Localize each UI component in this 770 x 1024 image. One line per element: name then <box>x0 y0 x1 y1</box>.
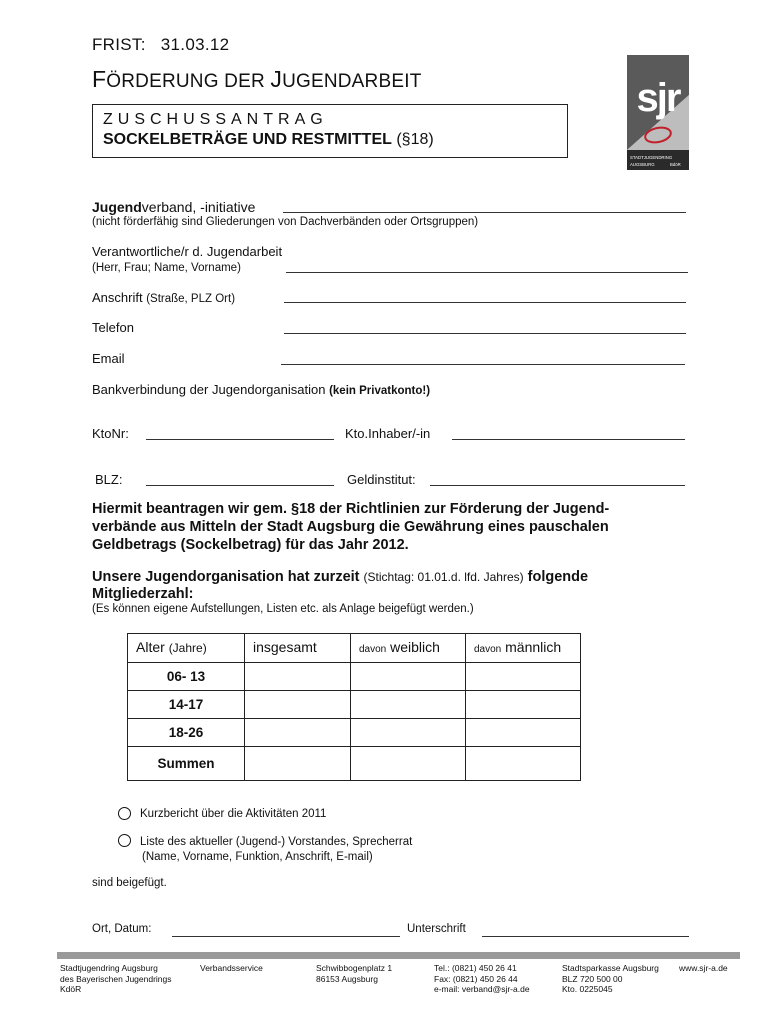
email-field[interactable] <box>281 364 685 365</box>
page-title <box>92 66 422 93</box>
verband-label <box>92 199 255 215</box>
verband-label-bold: Jugend <box>92 199 142 215</box>
vorstandsliste-note: (Name, Vorname, Funktion, Anschrift, E-mail) <box>142 851 373 863</box>
logo-subtext-2: AUGSBURG <box>630 162 655 167</box>
footer-bank-line: Stadtsparkasse Augsburg <box>562 963 659 973</box>
geldinstitut-label: Geldinstitut: <box>347 472 416 487</box>
anschrift-label-text: Anschrift <box>92 290 143 305</box>
mitglieder-note: (Es können eigene Aufstellungen, Listen etc. als Anlage beigefügt werden.) <box>92 603 474 615</box>
header-maennlich-text: männlich <box>505 639 562 655</box>
footer-org-line: Stadtjugendring Augsburg <box>60 963 158 973</box>
table-row <box>128 691 581 719</box>
input-cell-insgesamt[interactable] <box>245 663 351 691</box>
input-cell-insgesamt[interactable] <box>245 691 351 719</box>
footer-website[interactable] <box>679 963 728 974</box>
title-text-1: ÖRDERUNG DER <box>106 71 271 92</box>
checkbox-vorstandsliste[interactable] <box>118 834 131 847</box>
anschrift-field[interactable] <box>284 302 686 303</box>
table-row <box>128 663 581 691</box>
input-cell-maennlich[interactable] <box>466 719 581 747</box>
form-subject-bold: SOCKELBETRÄGE UND RESTMITTEL <box>103 131 392 148</box>
form-subject <box>103 131 434 149</box>
footer-email: e-mail: verband@sjr-a.de <box>434 984 530 994</box>
footer-bank <box>562 963 659 995</box>
age-cell: 18-26 <box>128 719 245 747</box>
input-cell-insgesamt[interactable] <box>245 719 351 747</box>
beigefuegt-text: sind beigefügt. <box>92 877 167 889</box>
footer-address-line: 86153 Augsburg <box>316 973 378 984</box>
verband-field[interactable] <box>283 212 686 213</box>
deadline-date: 31.03.12 <box>160 35 230 54</box>
input-cell-weiblich[interactable] <box>351 747 466 781</box>
antrag-line-3: Geldbetrags (Sockelbetrag) für das Jahr 2012. <box>92 537 409 553</box>
ktonr-label: KtoNr: <box>92 426 129 441</box>
verantwortlich-note: (Herr, Frau; Name, Vorname) <box>92 262 241 274</box>
blz-label: BLZ: <box>95 472 123 487</box>
footer-website-link[interactable]: www.sjr-a.de <box>679 963 728 973</box>
footer-address <box>316 963 392 984</box>
header-weiblich-text: weiblich <box>390 639 440 655</box>
header-alter <box>128 634 245 663</box>
mitglieder-heading <box>92 569 588 603</box>
table-header-row <box>128 634 581 663</box>
logo-text: sjr <box>636 76 680 120</box>
footer-org-line: des Bayerischen Jugendrings <box>60 973 172 984</box>
inhaber-label: Kto.Inhaber/-in <box>345 426 431 441</box>
footer-phone: Tel.: (0821) 450 26 41 <box>434 963 517 973</box>
antrag-line-1: Hiermit beantragen wir gem. §18 der Richtlinien zur Förderung der Jugend- <box>92 501 610 517</box>
anschrift-note: (Straße, PLZ Ort) <box>146 293 236 305</box>
logo-subtext-3: BdöR <box>670 162 681 167</box>
anschrift-label <box>92 290 235 305</box>
mitglieder-heading-bold-a: Unsere Jugendorganisation hat zurzeit <box>92 569 360 585</box>
form-title-box <box>92 104 568 158</box>
input-cell-weiblich[interactable] <box>351 691 466 719</box>
bank-note: (kein Privatkonto!) <box>329 385 431 397</box>
input-cell-maennlich[interactable] <box>466 663 581 691</box>
footer-service <box>200 963 263 974</box>
header-maennlich-davon: davon <box>474 644 502 655</box>
mitglieder-heading-bold-b: folgende <box>527 569 589 585</box>
input-cell-insgesamt[interactable] <box>245 747 351 781</box>
header-weiblich-davon: davon <box>359 644 387 655</box>
email-label: Email <box>92 351 125 366</box>
ort-datum-field[interactable] <box>172 936 400 937</box>
footer-org-line: KdöR <box>60 984 82 994</box>
verband-note: (nicht förderfähig sind Gliederungen von Dachverbänden oder Ortsgruppen) <box>92 216 479 228</box>
blz-field[interactable] <box>146 485 334 486</box>
title-initial-2: J <box>270 66 283 92</box>
inhaber-field[interactable] <box>452 439 685 440</box>
deadline-label: FRIST: <box>92 35 146 54</box>
vorstandsliste-label: Liste des aktueller (Jugend-) Vorstandes, Sprecherrat <box>140 836 413 848</box>
antrag-line-2: verbände aus Mitteln der Stadt Augsburg die Gewährung eines pauschalen <box>92 519 609 535</box>
input-cell-weiblich[interactable] <box>351 663 466 691</box>
telefon-label: Telefon <box>92 320 134 335</box>
header-alter-text: Alter <box>136 639 165 655</box>
verband-label-rest: verband, -initiative <box>141 199 256 215</box>
header-weiblich <box>351 634 466 663</box>
footer-org <box>60 963 172 995</box>
table-row <box>128 747 581 781</box>
deadline <box>92 35 229 55</box>
header-alter-unit: (Jahre) <box>168 641 207 655</box>
form-type: ZUSCHUSSANTRAG <box>103 111 328 128</box>
form-subject-paragraph: (§18) <box>396 131 434 148</box>
footer-bank-line: BLZ 720 500 00 <box>562 973 623 984</box>
table-row <box>128 719 581 747</box>
title-initial-1: F <box>92 66 107 92</box>
sjr-logo-graphic <box>627 55 689 170</box>
kurzbericht-label: Kurzbericht über die Aktivitäten 2011 <box>140 808 327 820</box>
antrag-paragraph <box>92 500 609 554</box>
unterschrift-label: Unterschrift <box>407 923 466 935</box>
verantwortlich-label: Verantwortliche/r d. Jugendarbeit <box>92 244 283 259</box>
input-cell-maennlich[interactable] <box>466 691 581 719</box>
checkbox-kurzbericht[interactable] <box>118 807 131 820</box>
ktonr-field[interactable] <box>146 439 334 440</box>
footer-fax: Fax: (0821) 450 26 44 <box>434 973 518 984</box>
footer-address-line: Schwibbogenplatz 1 <box>316 963 393 973</box>
sum-cell: Summen <box>128 747 245 781</box>
telefon-field[interactable] <box>284 333 686 334</box>
input-cell-weiblich[interactable] <box>351 719 466 747</box>
ort-datum-label: Ort, Datum: <box>92 923 152 935</box>
header-maennlich <box>466 634 581 663</box>
header-insgesamt: insgesamt <box>245 634 351 663</box>
bank-label <box>92 382 430 397</box>
footer-bar <box>57 952 740 959</box>
sjr-logo <box>627 55 689 170</box>
input-cell-maennlich[interactable] <box>466 747 581 781</box>
mitglieder-heading-bold-c: Mitgliederzahl: <box>92 586 194 602</box>
geldinstitut-field[interactable] <box>430 485 685 486</box>
footer-bank-line: Kto. 0225045 <box>562 984 613 994</box>
unterschrift-field[interactable] <box>482 936 689 937</box>
footer-contact <box>434 963 530 995</box>
mitglieder-stichtag: (Stichtag: 01.01.d. lfd. Jahres) <box>363 570 524 584</box>
footer-service-line: Verbandsservice <box>200 963 263 973</box>
bank-label-text: Bankverbindung der Jugendorganisation <box>92 382 326 397</box>
logo-subtext-1: STADTJUGENDRING <box>630 155 673 160</box>
age-cell: 06- 13 <box>128 663 245 691</box>
member-table <box>127 633 581 781</box>
age-cell: 14-17 <box>128 691 245 719</box>
title-text-2: UGENDARBEIT <box>282 71 422 92</box>
verantwortlich-field[interactable] <box>286 272 688 273</box>
